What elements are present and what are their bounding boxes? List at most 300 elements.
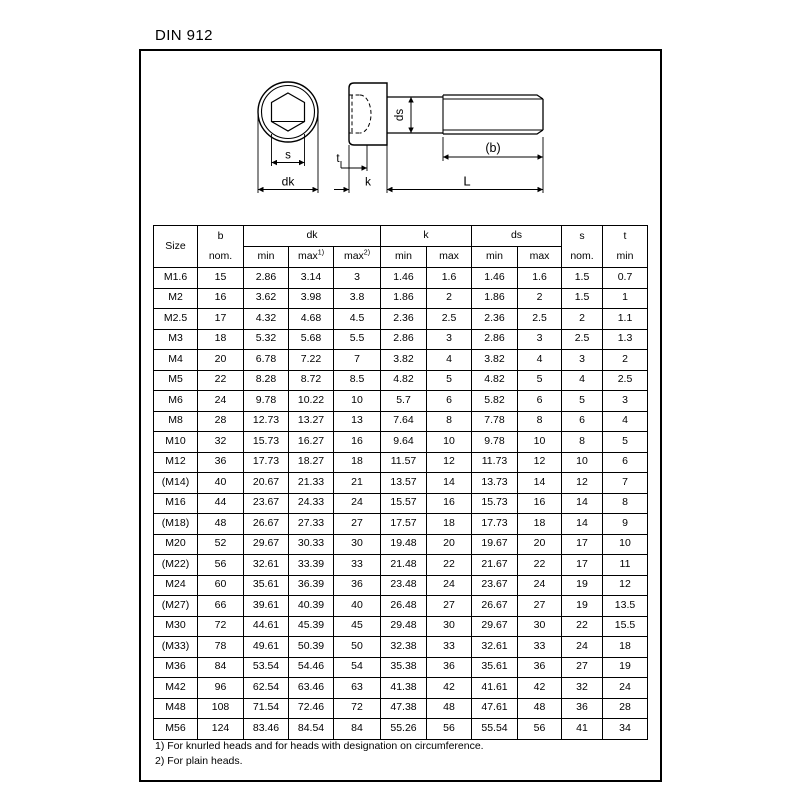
hidden-socket-lines <box>349 95 371 133</box>
value-cell: 9 <box>603 514 648 535</box>
size-cell: (M27) <box>154 596 198 617</box>
value-cell: 16.27 <box>289 432 334 453</box>
table-row <box>154 370 648 391</box>
value-cell: 13 <box>334 411 381 432</box>
value-cell: 13.73 <box>472 473 518 494</box>
table-row <box>154 473 648 494</box>
table-row <box>154 329 648 350</box>
value-cell: 9.78 <box>472 432 518 453</box>
size-cell: M42 <box>154 678 198 699</box>
value-cell: 3 <box>518 329 562 350</box>
value-cell: 42 <box>427 678 472 699</box>
value-cell: 18 <box>334 452 381 473</box>
value-cell: 17 <box>562 555 603 576</box>
value-cell: 36.39 <box>289 575 334 596</box>
col-header-s <box>562 226 603 268</box>
table-header <box>154 226 648 268</box>
value-cell: 3 <box>603 391 648 412</box>
value-cell: 19 <box>603 657 648 678</box>
value-cell: 27 <box>562 657 603 678</box>
value-cell: 55.26 <box>381 719 427 740</box>
value-cell: 6 <box>603 452 648 473</box>
value-cell: 26.67 <box>244 514 289 535</box>
value-cell: 1.46 <box>381 268 427 289</box>
table-row <box>154 411 648 432</box>
value-cell: 10 <box>334 391 381 412</box>
col-header-ds: ds <box>472 226 562 247</box>
value-cell: 13.5 <box>603 596 648 617</box>
size-cell: M10 <box>154 432 198 453</box>
value-cell: 24 <box>562 637 603 658</box>
value-cell: 29.67 <box>244 534 289 555</box>
table-row <box>154 493 648 514</box>
value-cell: 21.67 <box>472 555 518 576</box>
value-cell: 6 <box>562 411 603 432</box>
value-cell: 30 <box>334 534 381 555</box>
value-cell: 0.7 <box>603 268 648 289</box>
table-row <box>154 657 648 678</box>
value-cell: 24 <box>198 391 244 412</box>
value-cell: 2.86 <box>244 268 289 289</box>
size-cell: M6 <box>154 391 198 412</box>
table-row <box>154 432 648 453</box>
value-cell: 36 <box>518 657 562 678</box>
value-cell: 4 <box>518 350 562 371</box>
value-cell: 6 <box>427 391 472 412</box>
value-cell: 4 <box>562 370 603 391</box>
value-cell: 20 <box>427 534 472 555</box>
value-cell: 21 <box>334 473 381 494</box>
value-cell: 21.33 <box>289 473 334 494</box>
value-cell: 17 <box>562 534 603 555</box>
value-cell: 60 <box>198 575 244 596</box>
value-cell: 27.33 <box>289 514 334 535</box>
size-cell: M3 <box>154 329 198 350</box>
value-cell: 84 <box>198 657 244 678</box>
value-cell: 78 <box>198 637 244 658</box>
value-cell: 19 <box>562 596 603 617</box>
value-cell: 12.73 <box>244 411 289 432</box>
value-cell: 18 <box>198 329 244 350</box>
size-cell: M16 <box>154 493 198 514</box>
value-cell: 50.39 <box>289 637 334 658</box>
value-cell: 26.48 <box>381 596 427 617</box>
col-header-size: Size <box>154 226 198 268</box>
value-cell: 7.78 <box>472 411 518 432</box>
value-cell: 26.67 <box>472 596 518 617</box>
value-cell: 32 <box>198 432 244 453</box>
value-cell: 10 <box>562 452 603 473</box>
value-cell: 5.82 <box>472 391 518 412</box>
value-cell: 108 <box>198 698 244 719</box>
value-cell: 1.86 <box>381 288 427 309</box>
dimension-table-body <box>154 268 648 740</box>
value-cell: 3.82 <box>472 350 518 371</box>
value-cell: 3.98 <box>289 288 334 309</box>
b-sub-label: nom. <box>208 249 233 262</box>
value-cell: 11.73 <box>472 452 518 473</box>
value-cell: 23.67 <box>472 575 518 596</box>
size-cell: (M18) <box>154 514 198 535</box>
t-sub-label: min <box>616 249 634 262</box>
size-cell: M56 <box>154 719 198 740</box>
b-label: b <box>217 230 224 243</box>
value-cell: 16 <box>198 288 244 309</box>
table-row <box>154 616 648 637</box>
value-cell: 44.61 <box>244 616 289 637</box>
table-row <box>154 698 648 719</box>
value-cell: 14 <box>562 514 603 535</box>
value-cell: 27 <box>518 596 562 617</box>
value-cell: 47.38 <box>381 698 427 719</box>
value-cell: 15 <box>198 268 244 289</box>
value-cell: 27 <box>334 514 381 535</box>
value-cell: 3.8 <box>334 288 381 309</box>
size-cell: M24 <box>154 575 198 596</box>
value-cell: 5.68 <box>289 329 334 350</box>
value-cell: 20 <box>518 534 562 555</box>
value-cell: 40 <box>334 596 381 617</box>
value-cell: 33 <box>427 637 472 658</box>
value-cell: 7 <box>334 350 381 371</box>
value-cell: 5.5 <box>334 329 381 350</box>
value-cell: 71.54 <box>244 698 289 719</box>
value-cell: 28 <box>198 411 244 432</box>
thread-section <box>443 95 543 134</box>
value-cell: 48 <box>198 514 244 535</box>
value-cell: 24.33 <box>289 493 334 514</box>
col-header-t <box>603 226 648 268</box>
table-row <box>154 350 648 371</box>
value-cell: 63.46 <box>289 678 334 699</box>
value-cell: 2.36 <box>472 309 518 330</box>
subheader-ds-min: min <box>472 247 518 268</box>
table-row <box>154 309 648 330</box>
table-row <box>154 637 648 658</box>
value-cell: 19.67 <box>472 534 518 555</box>
value-cell: 54.46 <box>289 657 334 678</box>
value-cell: 63 <box>334 678 381 699</box>
value-cell: 30 <box>427 616 472 637</box>
value-cell: 28 <box>603 698 648 719</box>
value-cell: 8 <box>427 411 472 432</box>
value-cell: 10 <box>518 432 562 453</box>
value-cell: 12 <box>562 473 603 494</box>
value-cell: 1.6 <box>427 268 472 289</box>
table-row <box>154 678 648 699</box>
value-cell: 24 <box>518 575 562 596</box>
value-cell: 32.38 <box>381 637 427 658</box>
value-cell: 36 <box>427 657 472 678</box>
size-cell: M4 <box>154 350 198 371</box>
value-cell: 2.5 <box>518 309 562 330</box>
value-cell: 13.57 <box>381 473 427 494</box>
value-cell: 40 <box>198 473 244 494</box>
value-cell: 10 <box>427 432 472 453</box>
value-cell: 21.48 <box>381 555 427 576</box>
value-cell: 36 <box>198 452 244 473</box>
size-cell: M1.6 <box>154 268 198 289</box>
value-cell: 10.22 <box>289 391 334 412</box>
value-cell: 12 <box>518 452 562 473</box>
size-cell: (M22) <box>154 555 198 576</box>
value-cell: 39.61 <box>244 596 289 617</box>
value-cell: 16 <box>334 432 381 453</box>
value-cell: 35.61 <box>472 657 518 678</box>
value-cell: 22 <box>562 616 603 637</box>
value-cell: 33 <box>518 637 562 658</box>
b-dimension-label: (b) <box>485 141 501 155</box>
value-cell: 15.73 <box>472 493 518 514</box>
value-cell: 84 <box>334 719 381 740</box>
value-cell: 23.67 <box>244 493 289 514</box>
value-cell: 32.61 <box>244 555 289 576</box>
value-cell: 12 <box>603 575 648 596</box>
screw-technical-drawing <box>139 49 662 221</box>
value-cell: 13.27 <box>289 411 334 432</box>
size-cell: (M33) <box>154 637 198 658</box>
ds-dimension-label: ds <box>394 108 406 122</box>
table-row <box>154 452 648 473</box>
size-cell: M36 <box>154 657 198 678</box>
value-cell: 17.57 <box>381 514 427 535</box>
value-cell: 2.86 <box>381 329 427 350</box>
col-header-b <box>198 226 244 268</box>
hex-socket <box>272 93 305 131</box>
size-cell: M5 <box>154 370 198 391</box>
max-label: max <box>297 250 318 263</box>
value-cell: 84.54 <box>289 719 334 740</box>
value-cell: 22 <box>198 370 244 391</box>
value-cell: 12 <box>427 452 472 473</box>
subheader-k-min: min <box>381 247 427 268</box>
footnote-ref-1: 1) <box>317 249 325 257</box>
value-cell: 53.54 <box>244 657 289 678</box>
value-cell: 23.48 <box>381 575 427 596</box>
value-cell: 14 <box>518 473 562 494</box>
value-cell: 5.7 <box>381 391 427 412</box>
s-dimension-label: s <box>285 149 291 162</box>
value-cell: 6 <box>518 391 562 412</box>
value-cell: 19.48 <box>381 534 427 555</box>
value-cell: 35.38 <box>381 657 427 678</box>
value-cell: 2 <box>603 350 648 371</box>
col-header-k: k <box>381 226 472 247</box>
subheader-dk-max2 <box>334 247 381 268</box>
value-cell: 24 <box>334 493 381 514</box>
value-cell: 16 <box>427 493 472 514</box>
t-dimension-label: t <box>336 153 340 165</box>
value-cell: 19 <box>562 575 603 596</box>
value-cell: 9.78 <box>244 391 289 412</box>
table-row <box>154 391 648 412</box>
value-cell: 7.64 <box>381 411 427 432</box>
value-cell: 8 <box>603 493 648 514</box>
size-cell: M2 <box>154 288 198 309</box>
size-cell: M8 <box>154 411 198 432</box>
value-cell: 56 <box>427 719 472 740</box>
value-cell: 2 <box>427 288 472 309</box>
value-cell: 24 <box>603 678 648 699</box>
value-cell: 22 <box>427 555 472 576</box>
value-cell: 17.73 <box>472 514 518 535</box>
subheader-dk-min: min <box>244 247 289 268</box>
value-cell: 72.46 <box>289 698 334 719</box>
value-cell: 3.82 <box>381 350 427 371</box>
value-cell: 17 <box>198 309 244 330</box>
value-cell: 45 <box>334 616 381 637</box>
value-cell: 8 <box>562 432 603 453</box>
value-cell: 2.5 <box>603 370 648 391</box>
value-cell: 1.6 <box>518 268 562 289</box>
value-cell: 1.1 <box>603 309 648 330</box>
table-row <box>154 596 648 617</box>
value-cell: 96 <box>198 678 244 699</box>
max-label: max <box>343 250 364 263</box>
value-cell: 3.14 <box>289 268 334 289</box>
value-cell: 40.39 <box>289 596 334 617</box>
value-cell: 35.61 <box>244 575 289 596</box>
value-cell: 42 <box>518 678 562 699</box>
s-label: s <box>579 230 585 243</box>
value-cell: 5 <box>518 370 562 391</box>
t-label: t <box>623 230 627 243</box>
subheader-k-max: max <box>427 247 472 268</box>
value-cell: 4 <box>603 411 648 432</box>
value-cell: 1.3 <box>603 329 648 350</box>
value-cell: 4.82 <box>472 370 518 391</box>
footnote-ref-2: 2) <box>363 249 371 257</box>
value-cell: 1.5 <box>562 288 603 309</box>
value-cell: 2 <box>518 288 562 309</box>
value-cell: 20 <box>198 350 244 371</box>
value-cell: 15.73 <box>244 432 289 453</box>
value-cell: 8.28 <box>244 370 289 391</box>
value-cell: 47.61 <box>472 698 518 719</box>
value-cell: 56 <box>518 719 562 740</box>
size-cell: M2.5 <box>154 309 198 330</box>
value-cell: 33.39 <box>289 555 334 576</box>
value-cell: 5 <box>427 370 472 391</box>
value-cell: 18 <box>603 637 648 658</box>
value-cell: 15.57 <box>381 493 427 514</box>
value-cell: 1 <box>603 288 648 309</box>
value-cell: 66 <box>198 596 244 617</box>
L-dimension-label: L <box>463 173 471 189</box>
value-cell: 2 <box>562 309 603 330</box>
value-cell: 29.48 <box>381 616 427 637</box>
value-cell: 4.68 <box>289 309 334 330</box>
value-cell: 41 <box>562 719 603 740</box>
table-row <box>154 268 648 289</box>
value-cell: 52 <box>198 534 244 555</box>
value-cell: 22 <box>518 555 562 576</box>
size-cell: (M14) <box>154 473 198 494</box>
subheader-ds-max: max <box>518 247 562 268</box>
value-cell: 30 <box>518 616 562 637</box>
value-cell: 2.5 <box>427 309 472 330</box>
value-cell: 18 <box>427 514 472 535</box>
value-cell: 48 <box>427 698 472 719</box>
value-cell: 7 <box>603 473 648 494</box>
value-cell: 3 <box>562 350 603 371</box>
value-cell: 33 <box>334 555 381 576</box>
value-cell: 50 <box>334 637 381 658</box>
value-cell: 10 <box>603 534 648 555</box>
footnote-1: 1) For knurled heads and for heads with designation on circumference. <box>155 740 484 752</box>
size-cell: M12 <box>154 452 198 473</box>
value-cell: 1.86 <box>472 288 518 309</box>
value-cell: 4 <box>427 350 472 371</box>
value-cell: 4.32 <box>244 309 289 330</box>
value-cell: 56 <box>198 555 244 576</box>
value-cell: 1.46 <box>472 268 518 289</box>
subheader-dk-max1 <box>289 247 334 268</box>
col-header-dk: dk <box>244 226 381 247</box>
value-cell: 55.54 <box>472 719 518 740</box>
value-cell: 49.61 <box>244 637 289 658</box>
value-cell: 3 <box>334 268 381 289</box>
value-cell: 5 <box>562 391 603 412</box>
value-cell: 41.38 <box>381 678 427 699</box>
value-cell: 34 <box>603 719 648 740</box>
head-side-outline <box>349 83 387 145</box>
value-cell: 62.54 <box>244 678 289 699</box>
table-row <box>154 719 648 740</box>
value-cell: 36 <box>334 575 381 596</box>
table-row <box>154 555 648 576</box>
value-cell: 4.82 <box>381 370 427 391</box>
value-cell: 2.5 <box>562 329 603 350</box>
table-row <box>154 575 648 596</box>
value-cell: 29.67 <box>472 616 518 637</box>
value-cell: 17.73 <box>244 452 289 473</box>
value-cell: 5 <box>603 432 648 453</box>
value-cell: 36 <box>562 698 603 719</box>
value-cell: 44 <box>198 493 244 514</box>
value-cell: 45.39 <box>289 616 334 637</box>
value-cell: 8 <box>518 411 562 432</box>
value-cell: 2.36 <box>381 309 427 330</box>
value-cell: 11.57 <box>381 452 427 473</box>
size-cell: M30 <box>154 616 198 637</box>
value-cell: 41.61 <box>472 678 518 699</box>
value-cell: 14 <box>562 493 603 514</box>
value-cell: 27 <box>427 596 472 617</box>
table-row <box>154 288 648 309</box>
value-cell: 14 <box>427 473 472 494</box>
value-cell: 8.5 <box>334 370 381 391</box>
value-cell: 18.27 <box>289 452 334 473</box>
value-cell: 20.67 <box>244 473 289 494</box>
value-cell: 83.46 <box>244 719 289 740</box>
value-cell: 48 <box>518 698 562 719</box>
s-sub-label: nom. <box>570 249 594 262</box>
value-cell: 72 <box>334 698 381 719</box>
head-outline-circle <box>258 82 318 142</box>
value-cell: 8.72 <box>289 370 334 391</box>
size-cell: M48 <box>154 698 198 719</box>
value-cell: 16 <box>518 493 562 514</box>
table-row <box>154 514 648 535</box>
value-cell: 5.32 <box>244 329 289 350</box>
value-cell: 9.64 <box>381 432 427 453</box>
value-cell: 30.33 <box>289 534 334 555</box>
value-cell: 4.5 <box>334 309 381 330</box>
value-cell: 2.86 <box>472 329 518 350</box>
dk-dimension-label: dk <box>281 174 295 189</box>
value-cell: 18 <box>518 514 562 535</box>
